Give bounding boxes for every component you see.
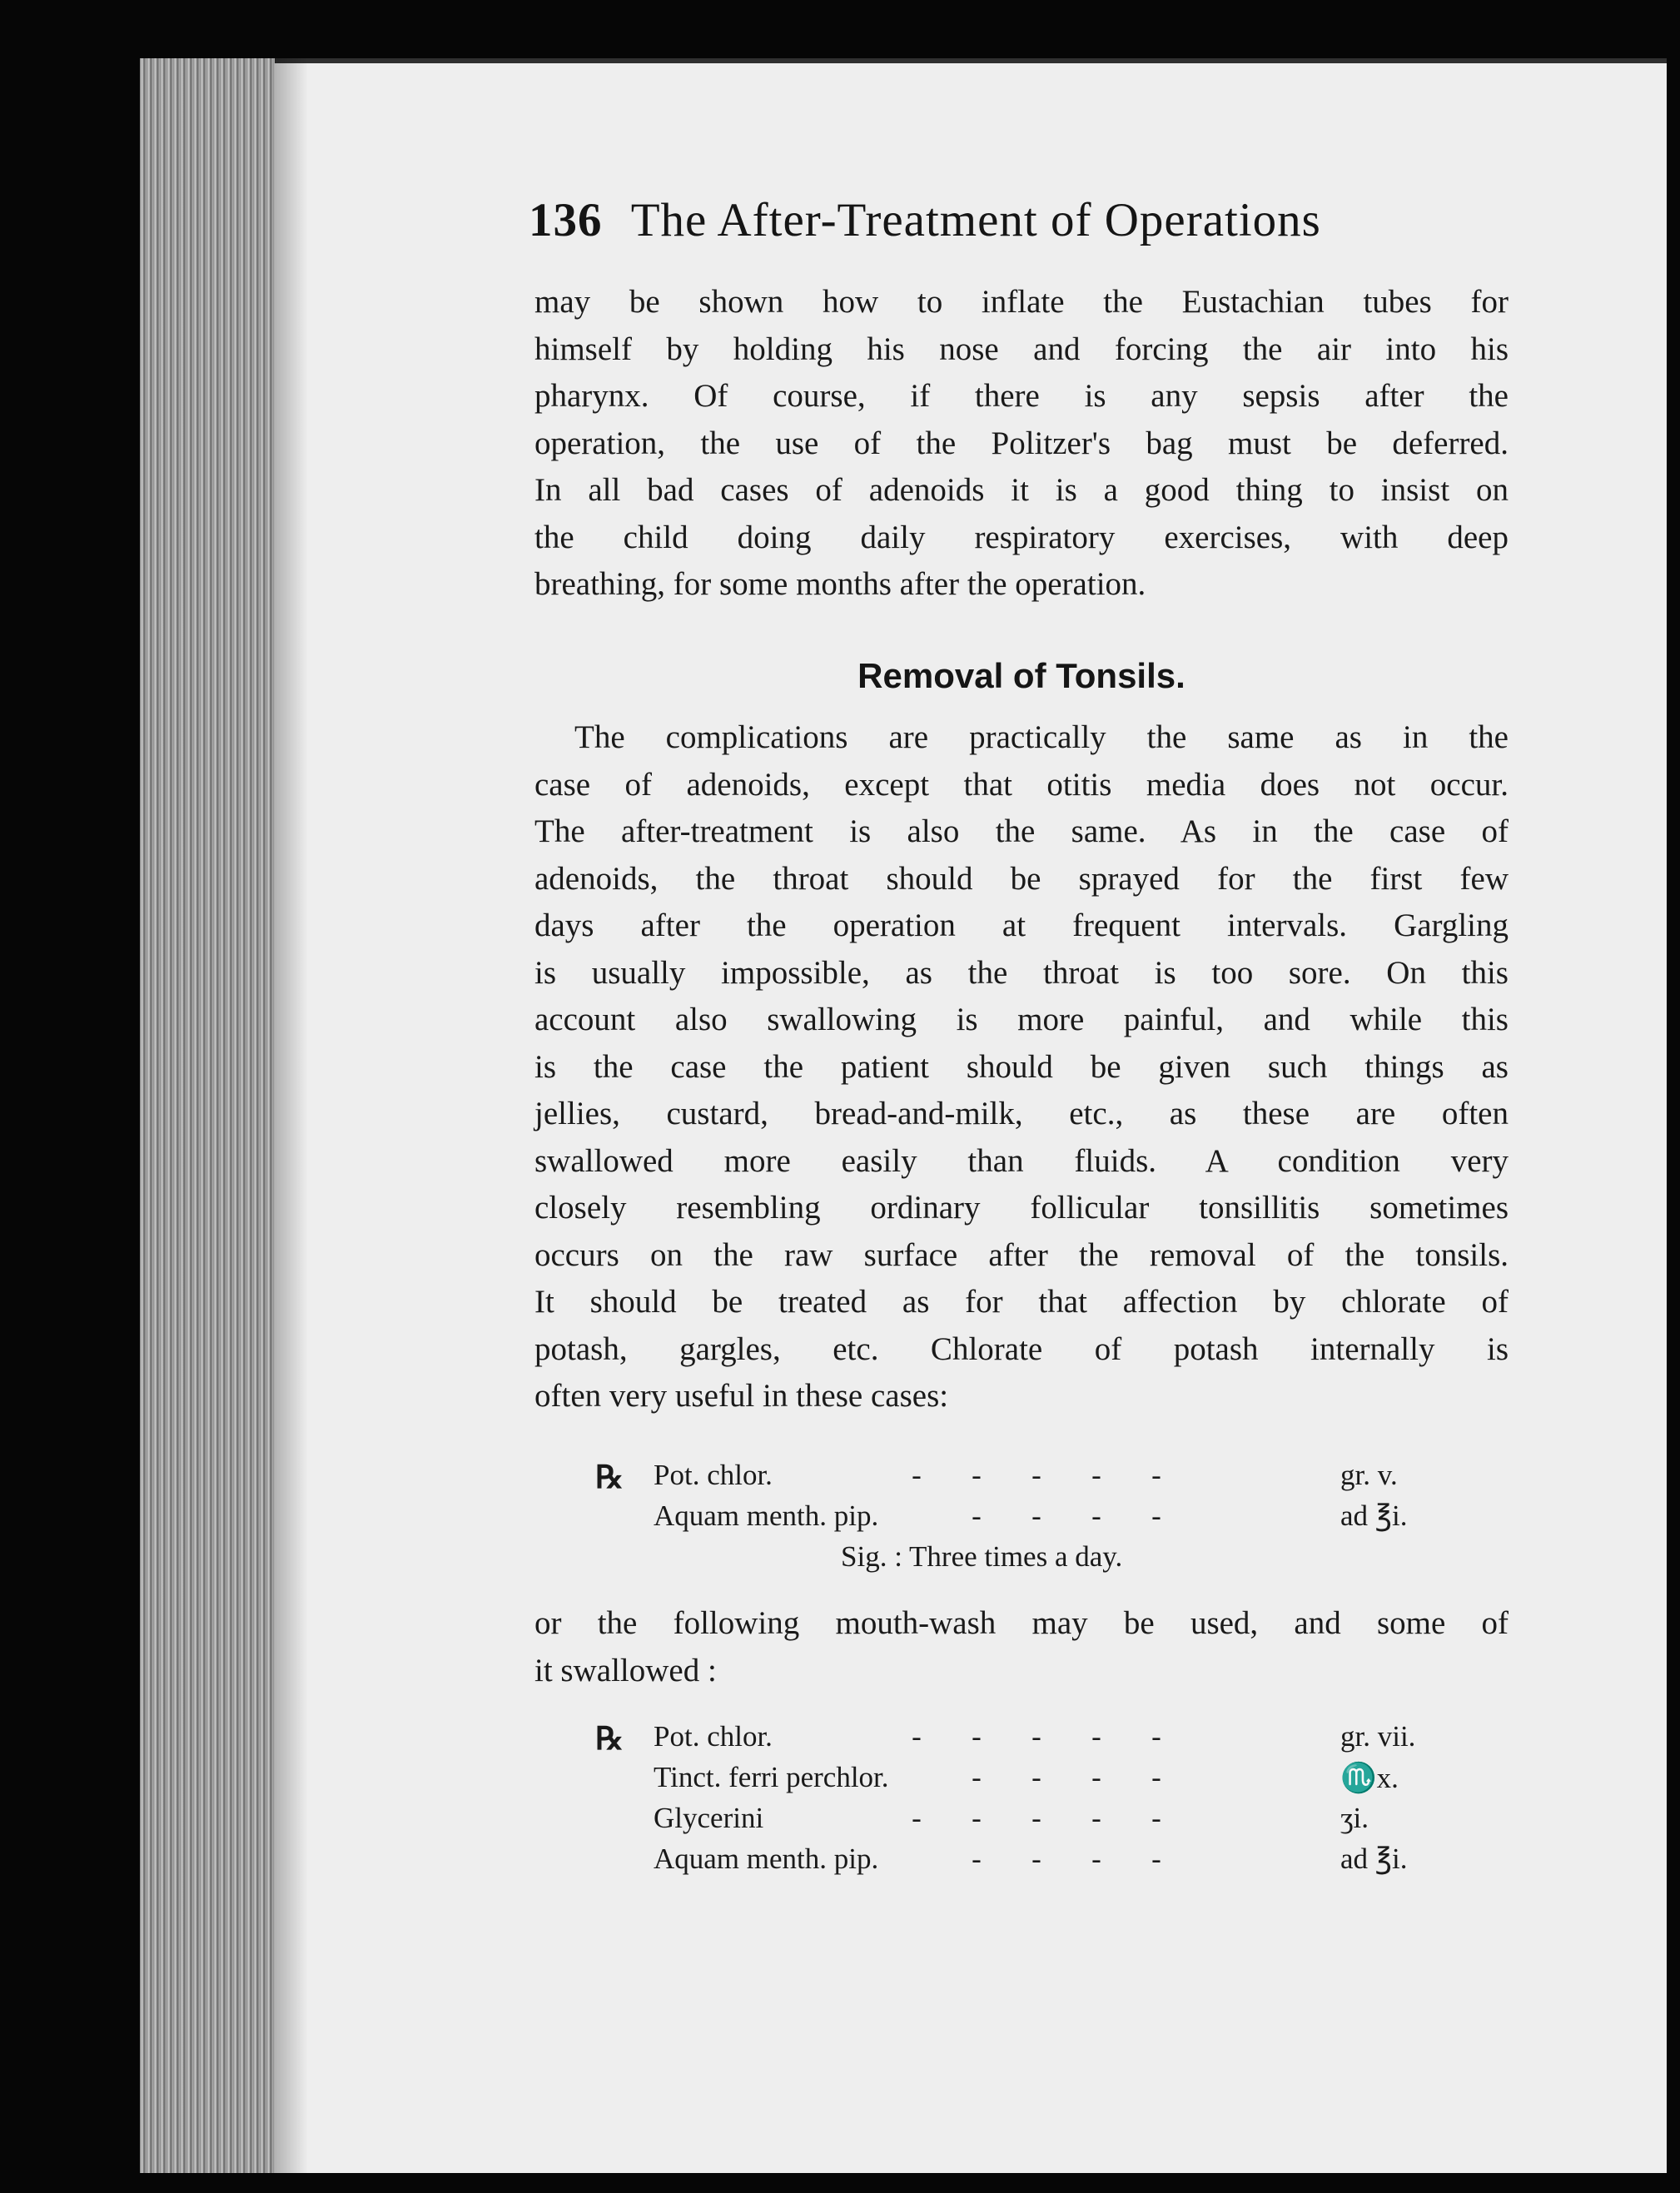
text-line: pharynx. Of course, if there is any sepsis after the	[534, 378, 1509, 414]
running-head	[529, 193, 1469, 260]
ingredient-name: Glycerini	[654, 1802, 764, 1834]
paragraph-continuation	[534, 279, 1509, 609]
text-line: the child doing daily respiratory exercises, with deep	[534, 519, 1509, 555]
text-line: is usually impossible, as the throat is too sore. On this	[534, 954, 1509, 991]
text-line: case of adenoids, except that otitis media does not occur.	[534, 766, 1509, 803]
ingredient-name: Pot. chlor.	[654, 1720, 773, 1753]
text-line: closely resembling ordinary follicular tonsillitis sometimes	[534, 1190, 1509, 1226]
dash-leader: - - - - -	[912, 1720, 1161, 1753]
text-line: account also swallowing is more painful, and while this	[534, 1002, 1509, 1037]
prescription-1	[595, 1459, 1511, 1581]
dash-leader: - - - - -	[912, 1459, 1161, 1491]
text-line: breathing, for some months after the operation.	[534, 566, 1146, 602]
text-line: It should be treated as for that affection by chlorate of	[534, 1284, 1509, 1320]
prescription-signature-row	[595, 1540, 1511, 1581]
page-number: 136	[529, 194, 603, 246]
text-line: potash, gargles, etc. Chlorate of potash internally is	[534, 1330, 1509, 1367]
ingredient-dose: gr. v.	[1340, 1459, 1398, 1491]
paragraph-tonsils	[534, 714, 1509, 1420]
text-line: himself by holding his nose and forcing the air into his	[534, 331, 1509, 367]
book-page-edges	[140, 58, 281, 2173]
text-line: In all bad cases of adenoids it is a good thing to insist on	[534, 472, 1509, 508]
text-line: jellies, custard, bread-and-milk, etc., as these are often	[534, 1096, 1509, 1131]
text-line: is the case the patient should be given such things as	[534, 1048, 1509, 1085]
prescription-row	[595, 1499, 1511, 1540]
text-line: it swallowed :	[534, 1652, 717, 1688]
ingredient-dose: gr. vii.	[1340, 1720, 1416, 1753]
text-line: may be shown how to inflate the Eustachian tubes for	[534, 284, 1509, 320]
recipe-symbol: ℞	[595, 1722, 624, 1757]
ingredient-dose: ad ℥i.	[1340, 1499, 1408, 1532]
dash-leader: - - - -	[972, 1499, 1161, 1532]
prescription-row	[595, 1842, 1511, 1883]
ingredient-dose: ʒi.	[1340, 1802, 1369, 1834]
dash-leader: - - - - -	[912, 1802, 1161, 1834]
text-line: swallowed more easily than fluids. A condition very	[534, 1142, 1509, 1179]
text-line: often very useful in these cases:	[534, 1378, 949, 1414]
text-line: operation, the use of the Politzer's bag must be deferred.	[534, 425, 1509, 461]
prescription-2	[595, 1720, 1511, 1883]
text-line: adenoids, the throat should be sprayed for the first few	[534, 860, 1509, 897]
running-title: The After-Treatment of Operations	[630, 194, 1321, 246]
ingredient-dose: ♏x.	[1340, 1762, 1399, 1794]
text-line: or the following mouth-wash may be used, and some of	[534, 1605, 1509, 1641]
text-line: days after the operation at frequent intervals. Gargling	[534, 908, 1509, 943]
dash-leader: - - - -	[972, 1761, 1161, 1793]
spine-shadow	[275, 58, 308, 2173]
ingredient-name: Pot. chlor.	[654, 1459, 773, 1491]
text-line: The complications are practically the same as in the	[574, 719, 1509, 755]
dash-leader: - - - -	[972, 1842, 1161, 1875]
prescription-row	[595, 1720, 1511, 1761]
ingredient-name: Aquam menth. pip.	[654, 1842, 879, 1875]
paragraph-mouthwash	[534, 1600, 1509, 1694]
ingredient-dose: ad ℥i.	[1340, 1842, 1408, 1875]
ingredient-name: Aquam menth. pip.	[654, 1499, 879, 1532]
text-line: The after-treatment is also the same. As in the case of	[534, 813, 1509, 849]
prescription-row	[595, 1459, 1511, 1499]
prescription-signature: Sig. : Three times a day.	[841, 1540, 1123, 1573]
recipe-symbol: ℞	[595, 1460, 624, 1495]
section-heading: Removal of Tonsils.	[857, 656, 1185, 695]
prescription-row	[595, 1802, 1511, 1842]
text-line: occurs on the raw surface after the removal of the tonsils.	[534, 1236, 1509, 1273]
prescription-row	[595, 1761, 1511, 1802]
ingredient-name: Tinct. ferri perchlor.	[654, 1761, 889, 1793]
